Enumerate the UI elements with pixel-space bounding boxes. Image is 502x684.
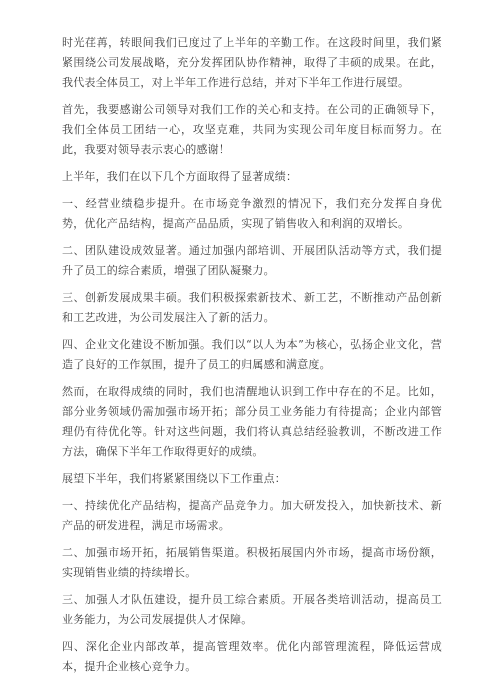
achievement-item: 二、团队建设成效显著。通过加强内部培训、开展团队活动等方式，我们提升了员工的综合素质，增强了团队凝聚力。	[62, 244, 442, 277]
plan-item: 一、持续优化产品结构，提高产品竞争力。加大研发投入，加快新技术、新产品的研发进程，满足市场需求。	[62, 499, 442, 532]
achievements-heading: 上半年，我们在以下几个方面取得了显著成绩：	[62, 170, 298, 183]
achievement-item: 一、经营业绩稳步提升。在市场竞争激烈的情况下，我们充分发挥自身优势，优化产品结构，提高产品品质，实现了销售收入和利润的双增长。	[62, 197, 442, 230]
plan-item: 四、深化企业内部改革，提高管理效率。优化内部管理流程，降低运营成本，提升企业核心竞争力。	[62, 640, 442, 673]
intro-paragraph: 时光荏苒，转眼间我们已度过了上半年的辛勤工作。在这段时间里，我们紧紧围绕公司发展战略，充分发挥团队协作精神，取得了丰硕的成果。在此，我代表全体员工，对上半年工作进行总结，并对下半年工作进行展望。	[62, 36, 442, 89]
thanks-paragraph: 首先，我要感谢公司领导对我们工作的关心和支持。在公司的正确领导下，我们全体员工团结一心，攻坚克难，共同为实现公司年度目标而努力。在此，我要对领导表示衷心的感谢！	[62, 103, 442, 156]
achievement-item: 四、企业文化建设不断加强。我们以“以人为本”为核心，弘扬企业文化，营造了良好的工作氛围，提升了员工的归属感和满意度。	[62, 338, 442, 371]
outlook-heading: 展望下半年，我们将紧紧围绕以下工作重点：	[62, 472, 286, 485]
achievement-item: 三、创新发展成果丰硕。我们积极探索新技术、新工艺，不断推动产品创新和工艺改进，为公司发展注入了新的活力。	[62, 291, 442, 324]
plan-item: 三、加强人才队伍建设，提升员工综合素质。开展各类培训活动，提高员工业务能力，为公司发展提供人才保障。	[62, 593, 442, 626]
document-body	[62, 33, 442, 684]
shortcomings-paragraph: 然而，在取得成绩的同时，我们也清醒地认识到工作中存在的不足。比如，部分业务领域仍需加强市场开拓；部分员工业务能力有待提高；企业内部管理仍有待优化等。针对这些问题，我们将认真总结经验教训，不断改进工作方法，确保下半年工作取得更好的成绩。	[62, 385, 442, 458]
plan-item: 二、加强市场开拓，拓展销售渠道。积极拓展国内外市场，提高市场份额，实现销售业绩的持续增长。	[62, 546, 442, 579]
